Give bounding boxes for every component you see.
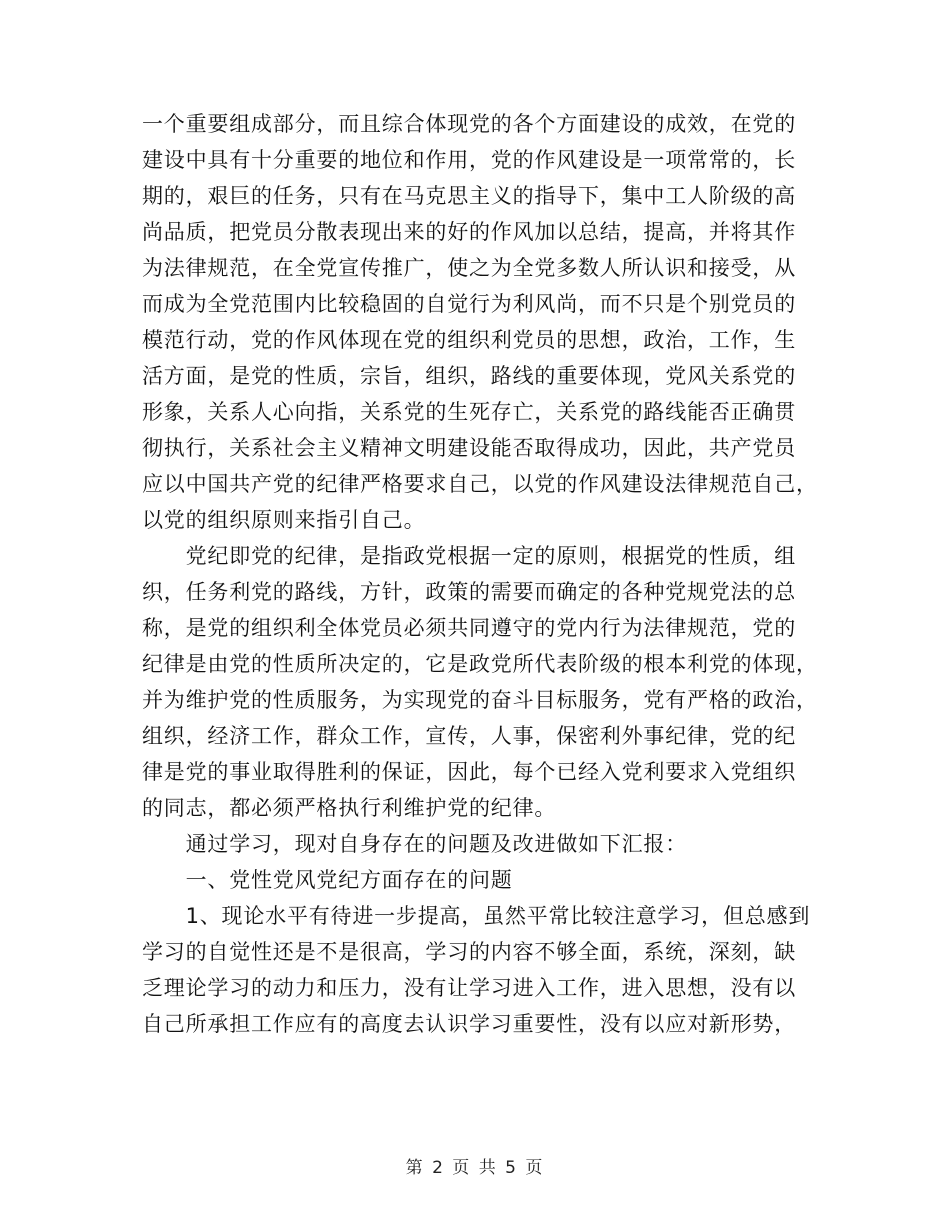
text-line: 一个重要组成部分，而且综合体现党的各个方面建设的成效，在党的 [142,112,796,136]
text-line: 自己所承担工作应有的高度去认识学习重要性，没有以应对新形势， [142,1012,796,1036]
page-footer: 第 2 页 共 5 页 [405,1158,545,1178]
text-line: 并为维护党的性质服务，为实现党的奋斗目标服务，党有严格的政治， [142,688,818,712]
text-line: 的同志，都必须严格执行利维护党的纪律。 [142,796,557,820]
text-line: 纪律是由党的性质所决定的，它是政党所代表阶级的根本利党的体现， [142,652,818,676]
text-line: 模范行动，党的作风体现在党的组织利党员的思想，政治，工作，生 [142,328,796,352]
text-line: 而成为全党范围内比较稳固的自觉行为利风尚，而不只是个别党员的 [142,292,796,316]
text-line: 为法律规范，在全党宣传推广，使之为全党多数人所认识和接受，从 [142,256,796,280]
text-line: 尚品质，把党员分散表现出来的好的作风加以总结，提高，并将其作 [142,220,796,244]
text-line: 乏理论学习的动力和压力，没有让学习进入工作，进入思想，没有以 [142,976,796,1000]
text-line: 以党的组织原则来指引自己。 [142,508,426,532]
text-line: 织，任务利党的路线，方针，政策的需要而确定的各种党规党法的总 [142,580,796,604]
text-line: 组织，经济工作，群众工作，宣传，人事，保密利外事纪律，党的纪 [142,724,796,748]
text-line: 活方面，是党的性质，宗旨，组织，路线的重要体现，党风关系党的 [142,364,796,388]
text-line: 学习的自觉性还是不是很高，学习的内容不够全面，系统，深刻，缺 [142,940,796,964]
body-text [142,106,818,1042]
text-line: 称，是党的组织利全体党员必须共同遵守的党内行为法律规范，党的 [142,616,796,640]
text-line: 期的，艰巨的任务，只有在马克思主义的指导下，集中工人阶级的高 [142,184,796,208]
section-heading: 一、党性党风党纪方面存在的问题 [142,868,513,892]
text-line: 律是党的事业取得胜利的保证，因此，每个已经入党利要求入党组织 [142,760,796,784]
paragraph-start-line: 党纪即党的纪律，是指政党根据一定的原则，根据党的性质，组 [142,544,796,568]
text-line: 应以中国共产党的纪律严格要求自己，以党的作风建设法律规范自己， [142,472,818,496]
paragraph-start-line: 1、现论水平有待进一步提高，虽然平常比较注意学习，但总感到 [142,904,811,928]
text-line: 形象，关系人心向指，关系党的生死存亡，关系党的路线能否正确贯 [142,400,796,424]
text-line: 建设中具有十分重要的地位和作用，党的作风建设是一项常常的，长 [142,148,796,172]
text-line: 彻执行，关系社会主义精神文明建设能否取得成功，因此，共产党员 [142,436,796,460]
paragraph-start-line: 通过学习，现对自身存在的问题及改进做如下汇报： [142,832,687,856]
